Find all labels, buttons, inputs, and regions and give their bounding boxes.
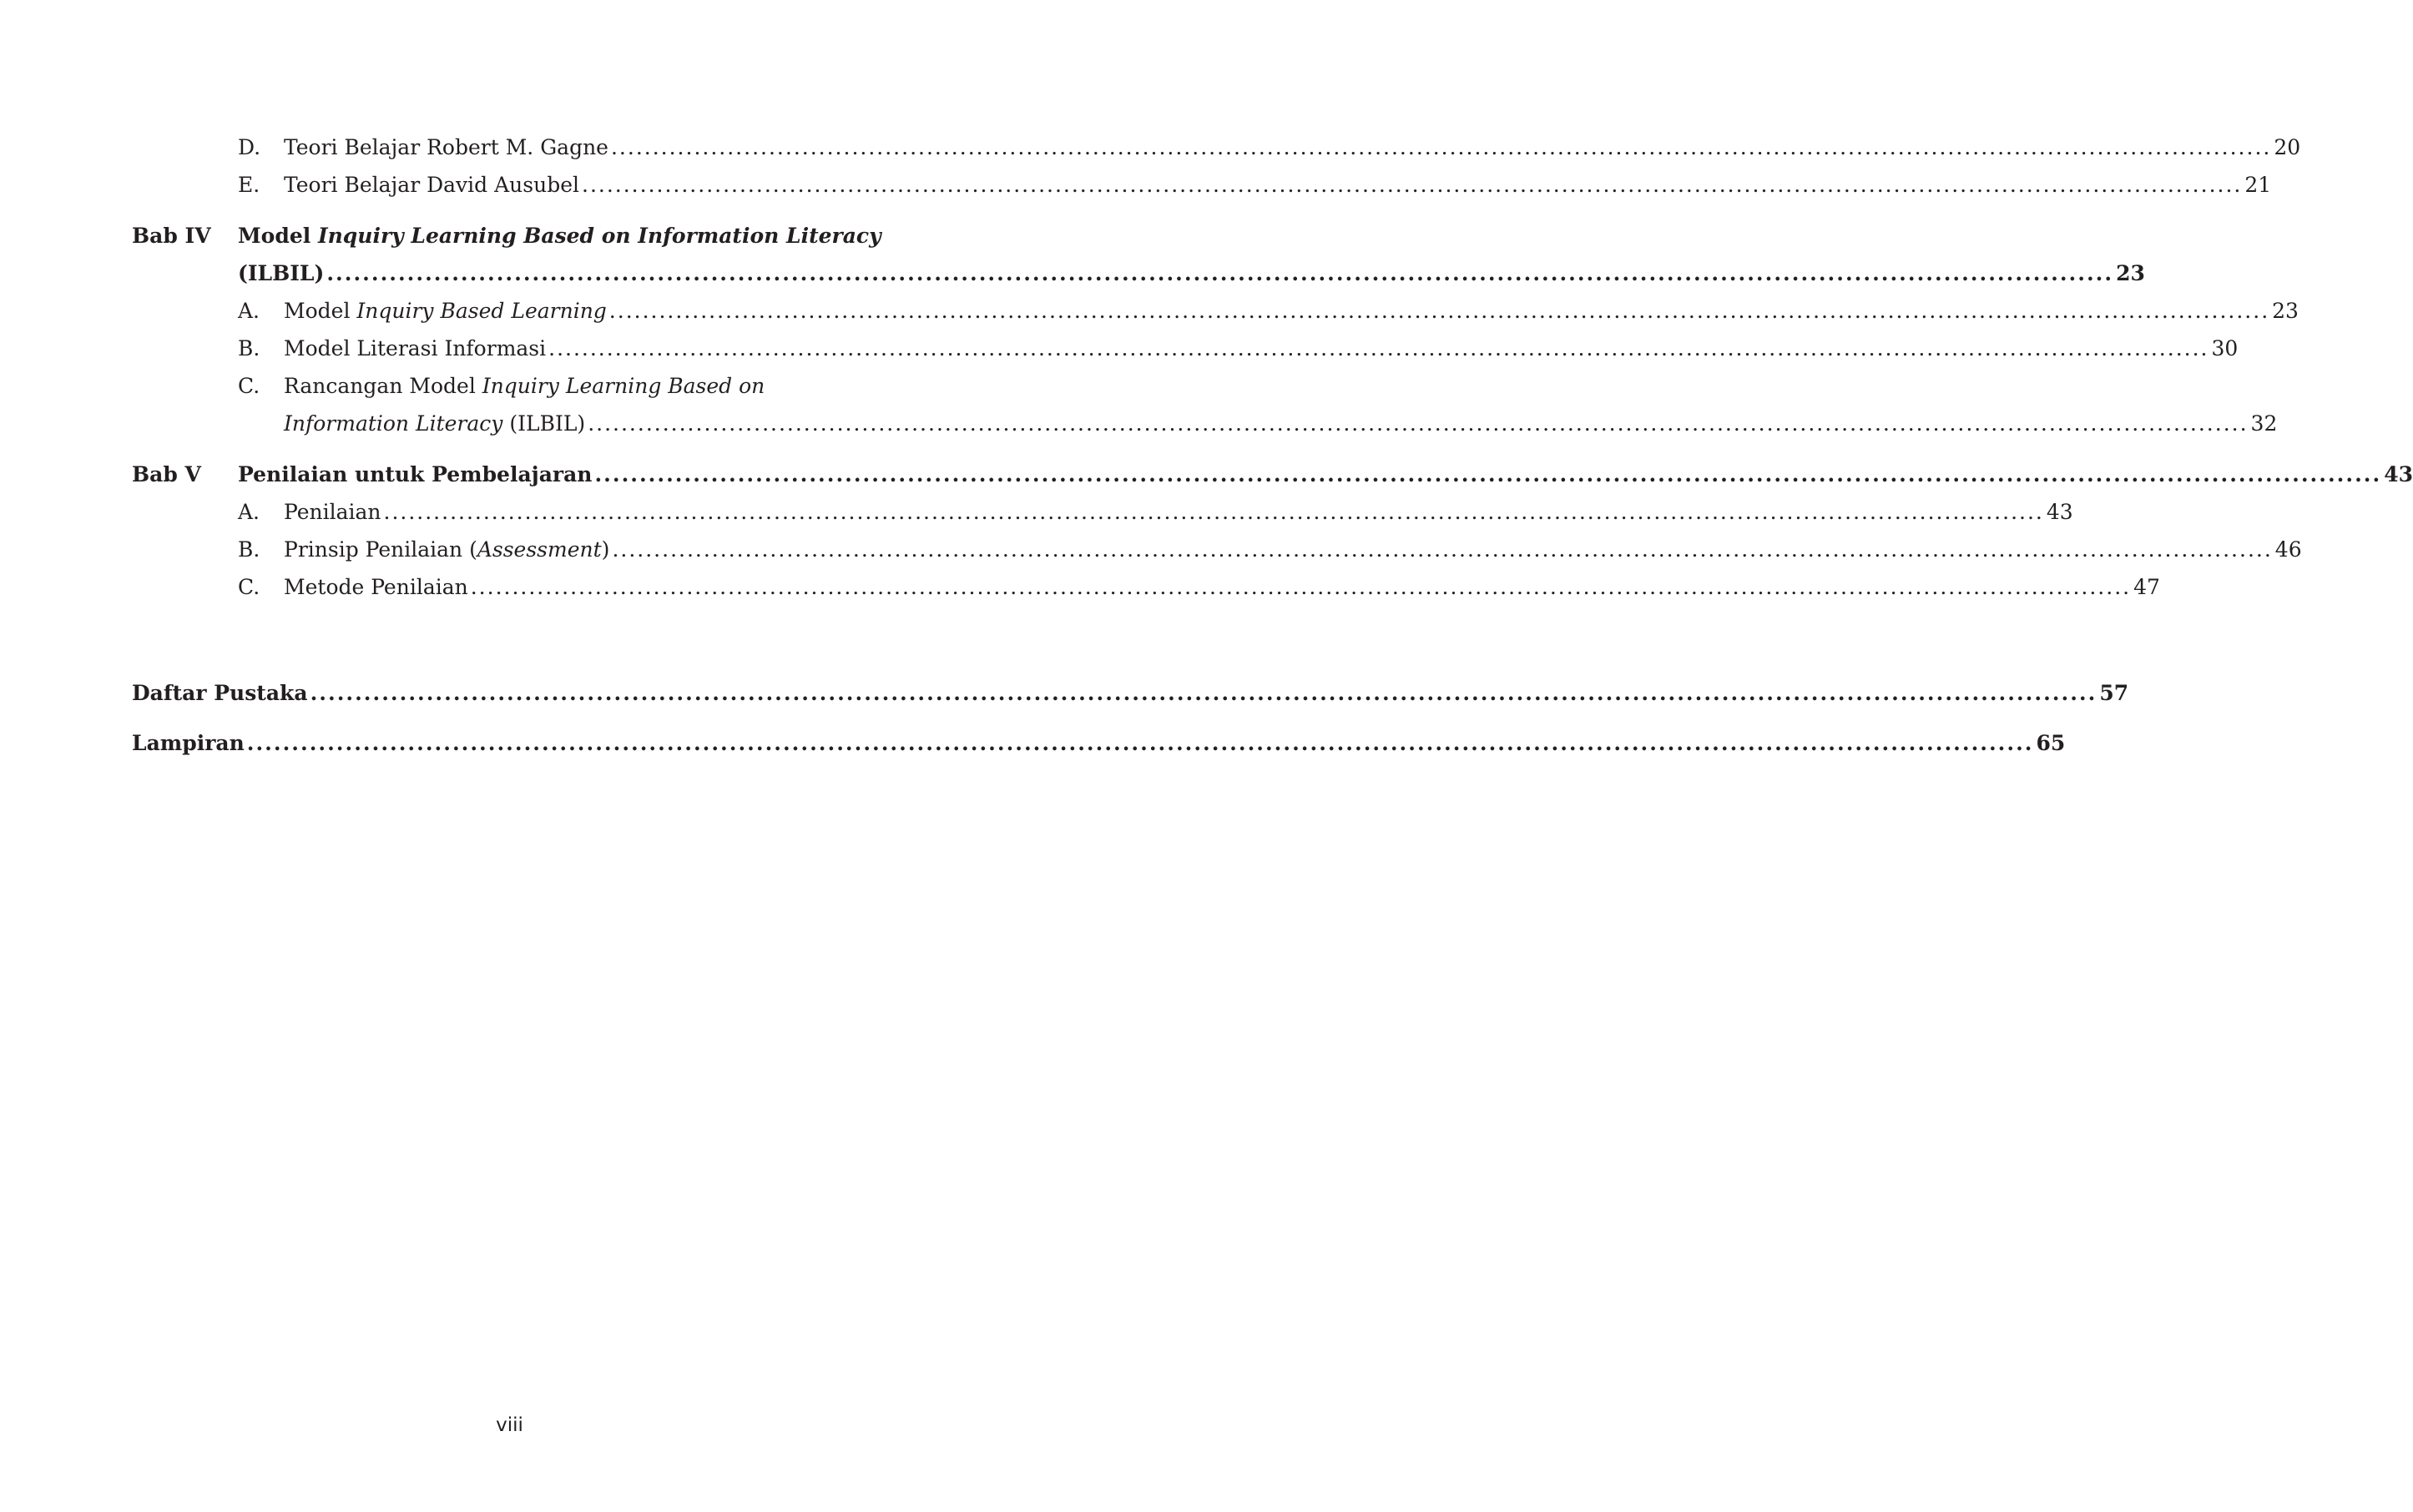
entry-title: Teori Belajar David Ausubel [284, 173, 579, 197]
toc-daftar-pustaka[interactable] [132, 674, 2129, 712]
toc-entry-5a[interactable] [132, 493, 2073, 531]
entry-page: 46 [2274, 537, 2302, 562]
entry-title-cont: Information Literacy (ILBIL) [284, 411, 586, 436]
chapter-5-heading[interactable] [132, 456, 2413, 493]
dot-leader: ........................................................................................................................................................................................................ [246, 731, 2034, 755]
dot-leader: ........................................................................................................................................................................................................ [326, 261, 2114, 285]
entry-page: 32 [2250, 411, 2278, 436]
chapter-title: Penilaian untuk Pembelajaran [238, 462, 593, 486]
toc-entry-e[interactable] [132, 166, 2272, 204]
entry-letter: A. [238, 500, 260, 524]
toc-entry-4b[interactable] [132, 330, 2239, 367]
dot-leader: ........................................................................................................................................................................................................ [610, 135, 2272, 159]
entry-letter: C. [238, 575, 260, 599]
entry-title: Rancangan Model Inquiry Learning Based on [284, 374, 765, 398]
entry-title: Daftar Pustaka [132, 681, 308, 705]
toc-entry-5b[interactable] [132, 531, 2302, 568]
entry-letter: D. [238, 135, 261, 159]
toc-entry-5c[interactable] [132, 568, 2160, 606]
entry-page: 57 [2099, 681, 2129, 705]
table-of-contents [132, 129, 2413, 762]
entry-letter: A. [238, 299, 260, 323]
entry-letter: E. [238, 173, 260, 197]
dot-leader: ........................................................................................................................................................................................................ [612, 537, 2273, 562]
entry-letter: B. [238, 537, 260, 562]
dot-leader: ........................................................................................................................................................................................................ [548, 336, 2209, 360]
chapter-page: 43 [2384, 462, 2413, 486]
toc-entry-4c-cont[interactable] [132, 405, 2278, 442]
entry-page: 20 [2274, 135, 2301, 159]
entry-title: Prinsip Penilaian (Assessment) [284, 537, 610, 562]
dot-leader: ........................................................................................................................................................................................................ [582, 173, 2243, 197]
dot-leader: ........................................................................................................................................................................................................ [383, 500, 2044, 524]
entry-page: 65 [2036, 731, 2066, 755]
chapter-title-cont: (ILBIL) [238, 261, 325, 285]
entry-letter: B. [238, 336, 260, 360]
dot-leader: ........................................................................................................................................................................................................ [470, 575, 2132, 599]
toc-entry-4c[interactable] [132, 367, 893, 405]
chapter-4-heading-cont[interactable] [132, 255, 2145, 292]
entry-title: Lampiran [132, 731, 245, 755]
page-number: viii [496, 1414, 523, 1436]
entry-page: 47 [2133, 575, 2160, 599]
chapter-label: Bab V [132, 462, 201, 486]
dot-leader: ........................................................................................................................................................................................................ [608, 299, 2270, 323]
toc-lampiran[interactable] [132, 724, 2066, 762]
chapter-title: Model Inquiry Learning Based on Information Literacy [238, 224, 881, 248]
entry-title: Metode Penilaian [284, 575, 468, 599]
chapter-label: Bab IV [132, 224, 211, 248]
toc-entry-d[interactable] [132, 129, 2301, 166]
chapter-4-heading[interactable] [132, 217, 893, 255]
entry-title: Model Inquiry Based Learning [284, 299, 607, 323]
dot-leader: ........................................................................................................................................................................................................ [588, 411, 2249, 436]
entry-page: 23 [2272, 299, 2299, 323]
chapter-page: 23 [2116, 261, 2145, 285]
toc-entry-4a[interactable] [132, 292, 2299, 330]
entry-page: 30 [2211, 336, 2239, 360]
entry-title: Teori Belajar Robert M. Gagne [284, 135, 608, 159]
dot-leader: ........................................................................................................................................................................................................ [310, 681, 2097, 705]
entry-letter: C. [238, 374, 260, 398]
entry-title: Penilaian [284, 500, 381, 524]
entry-page: 21 [2244, 173, 2272, 197]
entry-title: Model Literasi Informasi [284, 336, 547, 360]
dot-leader: ........................................................................................................................................................................................................ [594, 462, 2382, 486]
entry-page: 43 [2046, 500, 2073, 524]
